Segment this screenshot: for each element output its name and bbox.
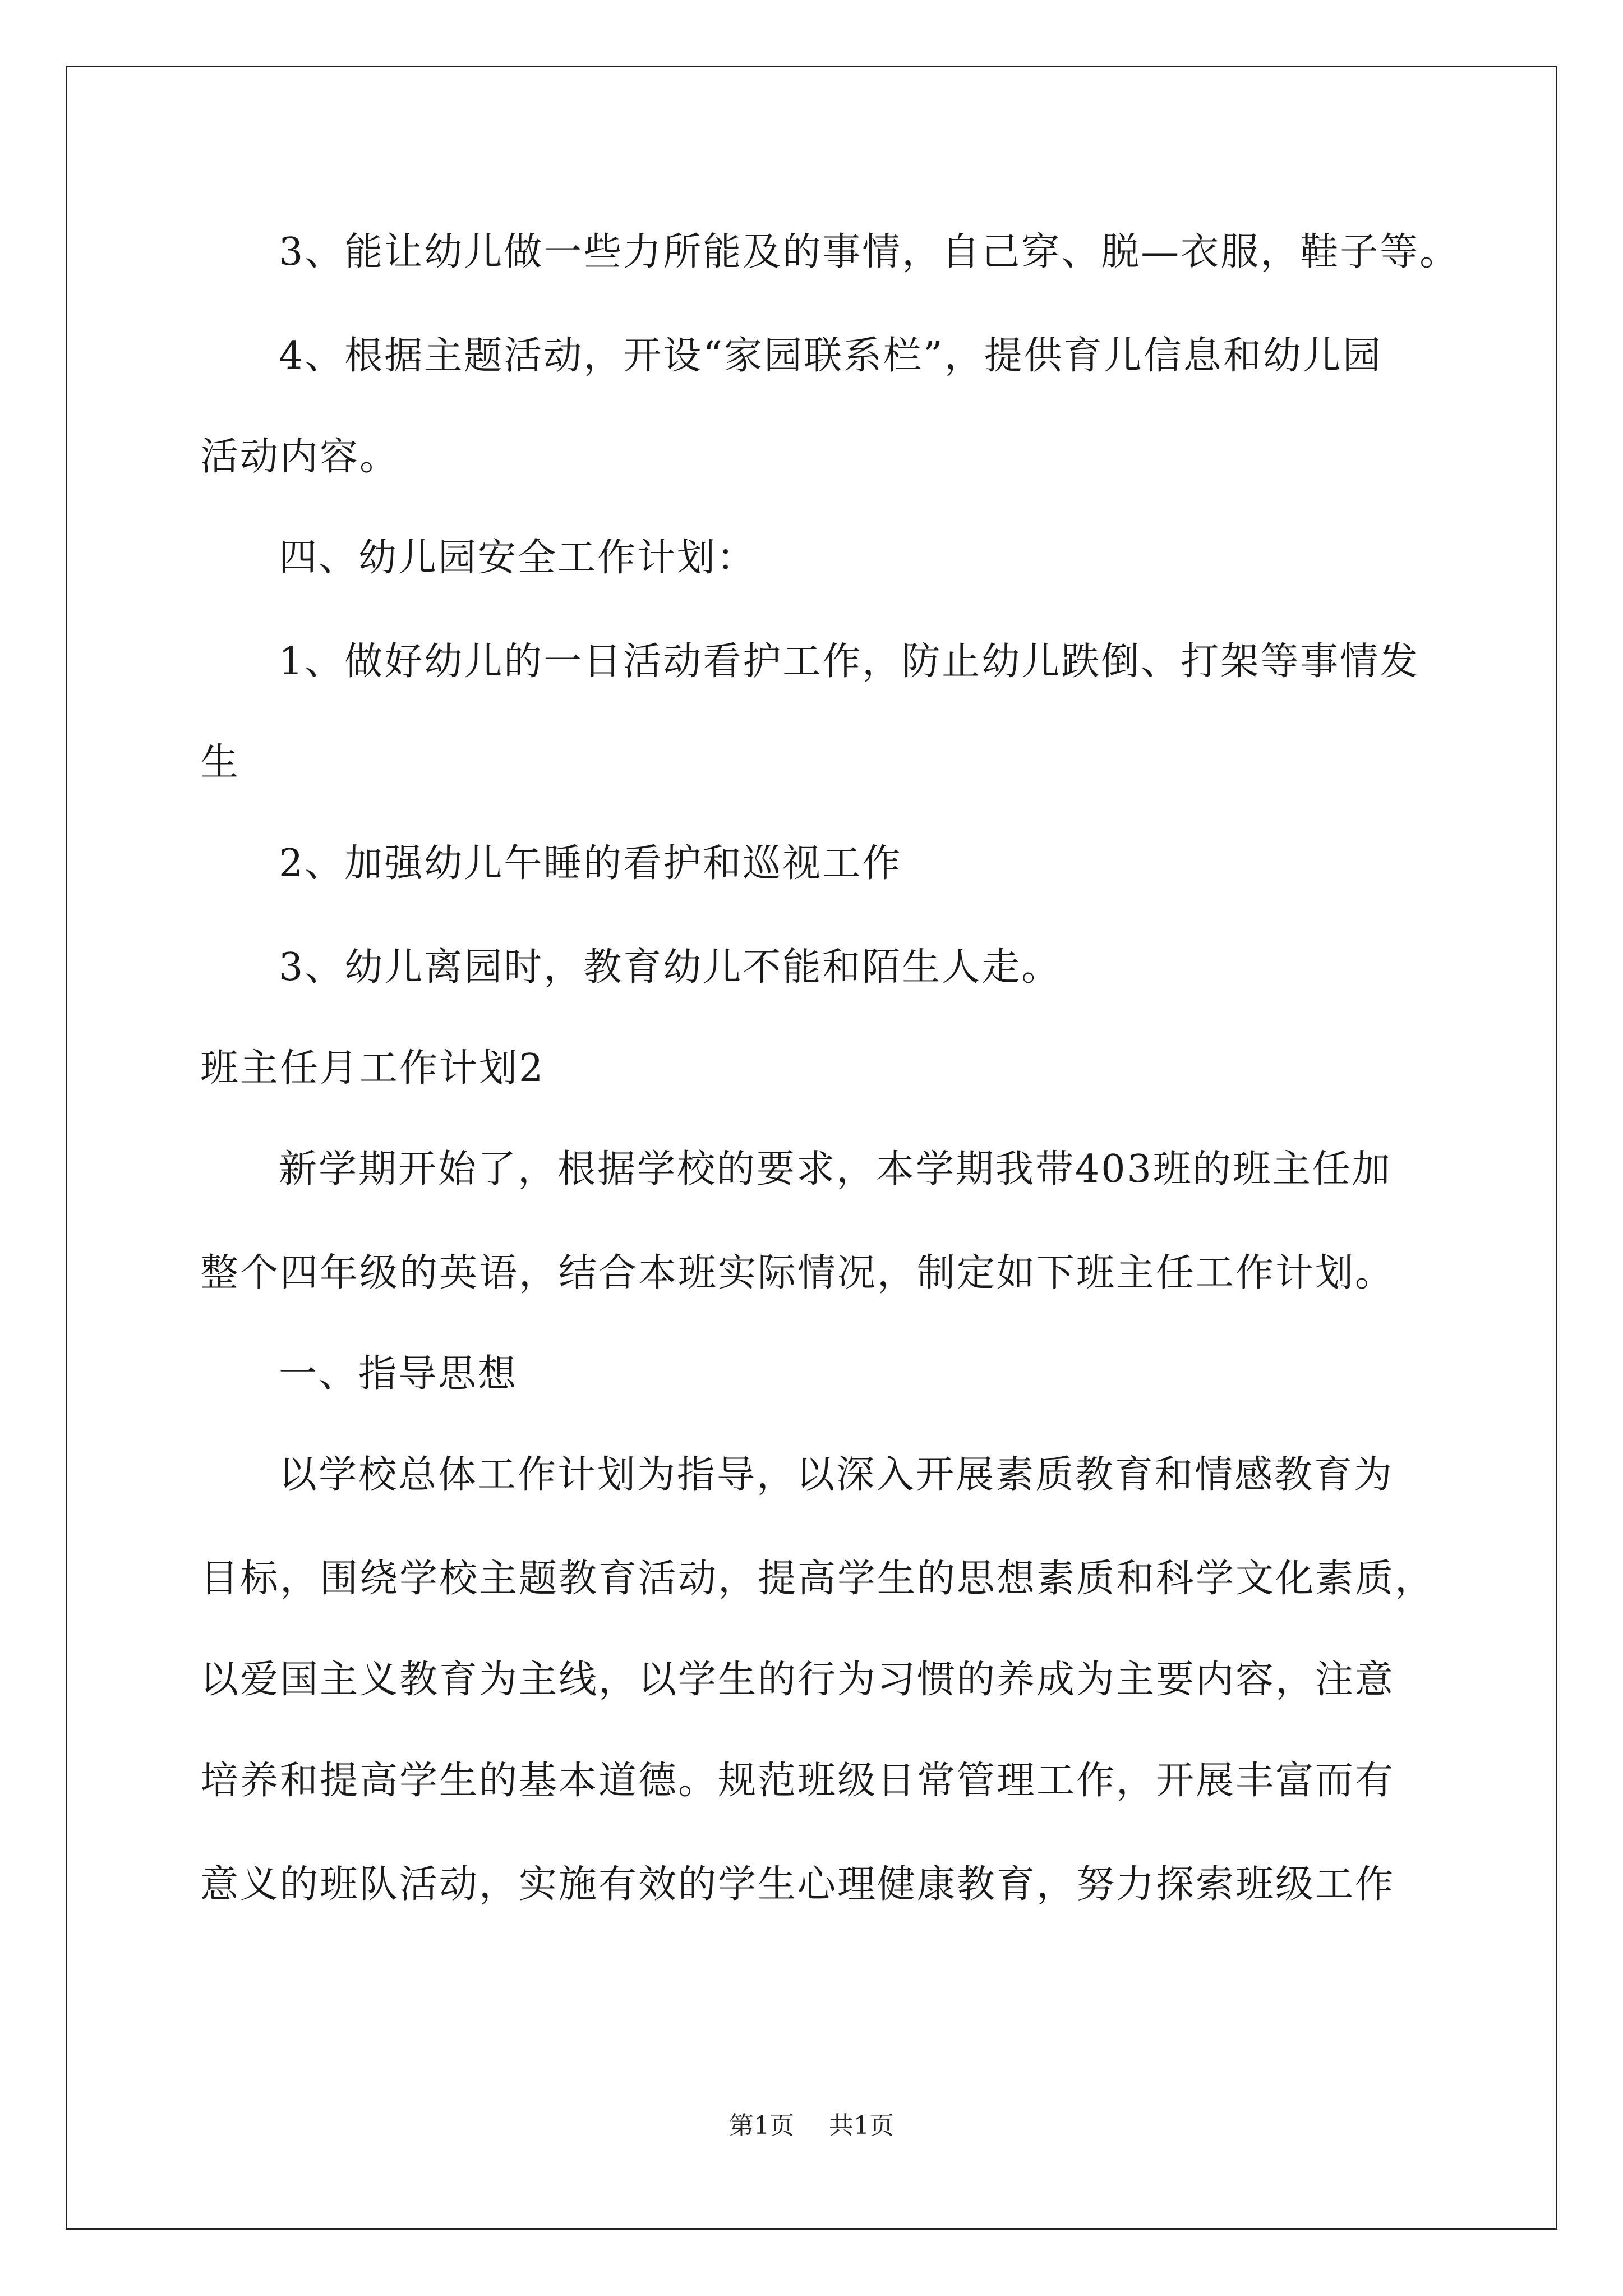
paragraph-line: 培养和提高学生的基本道德。规范班级日常管理工作，开展丰富而有 <box>200 1759 1395 1803</box>
paragraph-line: 整个四年级的英语，结合本班实际情况，制定如下班主任工作计划。 <box>200 1251 1395 1295</box>
paragraph-line: 目标，围绕学校主题教育活动，提高学生的思想素质和科学文化素质， <box>200 1557 1435 1601</box>
paragraph-line: 3、幼儿离园时，教育幼儿不能和陌生人走。 <box>279 945 1062 990</box>
page-number: 第1页 <box>729 2111 794 2140</box>
section-heading: 一、指导思想 <box>279 1352 518 1396</box>
paragraph-line: 3、能让幼儿做一些力所能及的事情，自己穿、脱—衣服，鞋子等。 <box>279 230 1460 274</box>
paragraph-line: 2、加强幼儿午睡的看护和巡视工作 <box>279 841 902 886</box>
paragraph-line: 生 <box>200 740 241 785</box>
section-heading: 四、幼儿园安全工作计划： <box>279 536 757 580</box>
paragraph-line: 1、做好幼儿的一日活动看护工作，防止幼儿跌倒、打架等事情发 <box>279 639 1420 684</box>
paragraph-line: 以学校总体工作计划为指导，以深入开展素质教育和情感教育为 <box>279 1453 1394 1497</box>
paragraph-line: 活动内容。 <box>200 435 400 479</box>
paragraph-line: 意义的班队活动，实施有效的学生心理健康教育，努力探索班级工作 <box>200 1862 1395 1907</box>
page-footer <box>0 2110 1623 2142</box>
paragraph-line: 4、根据主题活动，开设“家园联系栏”，提供育儿信息和幼儿园 <box>279 334 1382 378</box>
page-total: 共1页 <box>829 2111 894 2140</box>
paragraph-line: 以爱国主义教育为主线，以学生的行为习惯的养成为主要内容，注意 <box>200 1658 1395 1702</box>
paragraph-line: 新学期开始了，根据学校的要求，本学期我带403班的班主任加 <box>279 1147 1392 1191</box>
document-title: 班主任月工作计划2 <box>200 1046 545 1091</box>
